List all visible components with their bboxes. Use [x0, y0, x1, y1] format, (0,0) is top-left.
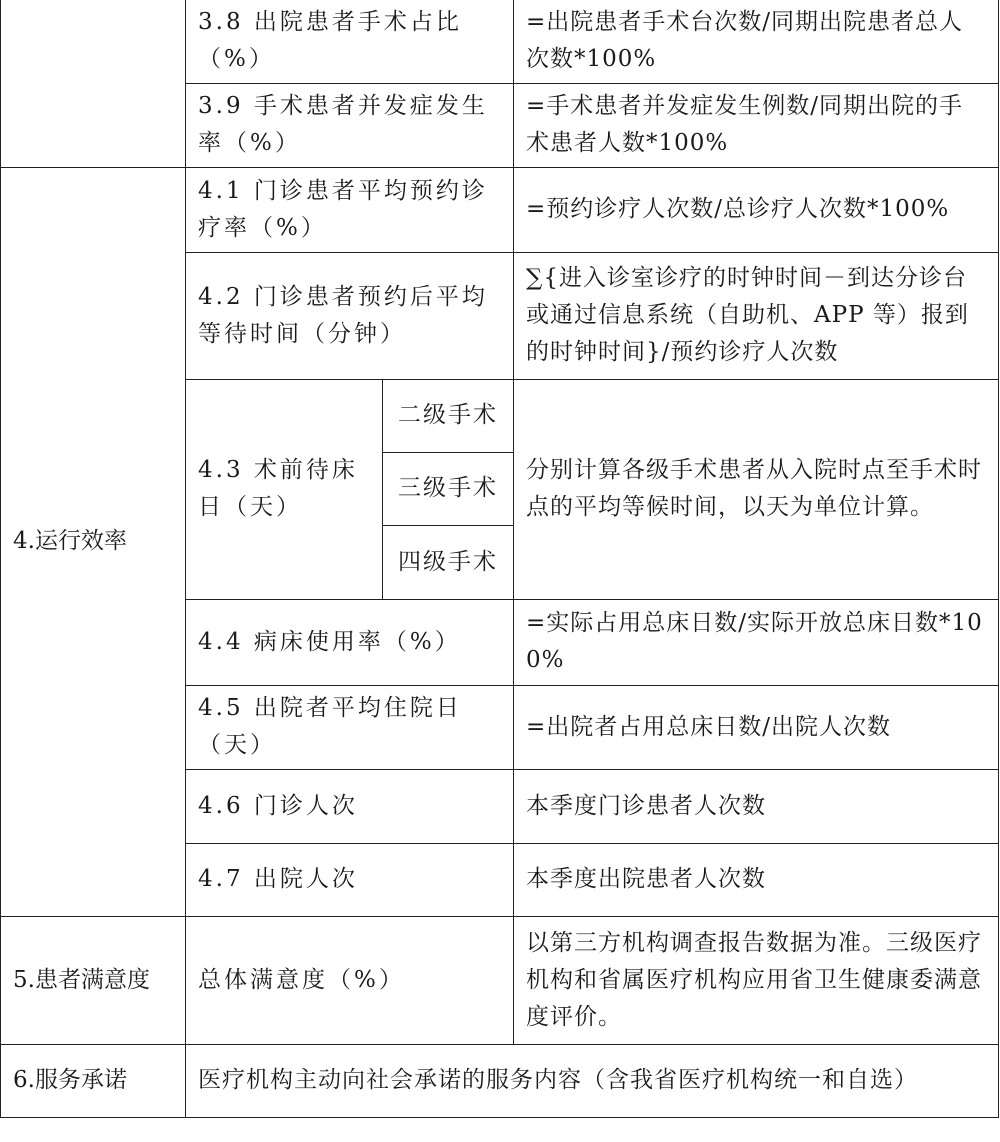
indicator-4-2: 4.2 门诊患者预约后平均等待时间（分钟）: [186, 252, 514, 379]
surgery-level-2: 二级手术: [383, 379, 514, 452]
indicator-5-overall-satisfaction: 总体满意度（%）: [186, 916, 514, 1044]
definition-4-5: =出院者占用总床日数/出院人次数: [514, 685, 999, 769]
definition-6: 医疗机构主动向社会承诺的服务内容（含我省医疗机构统一和自选）: [186, 1044, 999, 1117]
definition-3-8: =出院患者手术台次数/同期出院患者总人次数*100%: [514, 0, 999, 83]
surgery-level-4: 四级手术: [383, 525, 514, 599]
indicator-4-6: 4.6 门诊人次: [186, 769, 514, 843]
table-row: [1, 167, 999, 252]
definition-4-6: 本季度门诊患者人次数: [514, 769, 999, 843]
surgery-level-3: 三级手术: [383, 452, 514, 525]
category-5-patient-satisfaction: 5.患者满意度: [1, 916, 186, 1044]
definition-3-9: =手术患者并发症发生例数/同期出院的手术患者人数*100%: [514, 83, 999, 167]
indicator-4-3: 4.3 术前待床日（天）: [186, 379, 383, 599]
category-cell-3-continued: [1, 0, 186, 167]
category-6-service-commitment: 6.服务承诺: [1, 1044, 186, 1117]
definition-5: 以第三方机构调查报告数据为准。三级医疗机构和省属医疗机构应用省卫生健康委满意度评价。: [514, 916, 999, 1044]
indicator-4-7: 4.7 出院人次: [186, 843, 514, 916]
table-row: [1, 916, 999, 1044]
definition-4-7: 本季度出院患者人次数: [514, 843, 999, 916]
indicator-4-5: 4.5 出院者平均住院日（天）: [186, 685, 514, 769]
indicator-3-9: 3.9 手术患者并发症发生率（%）: [186, 83, 514, 167]
category-4-operational-efficiency: 4.运行效率: [1, 167, 186, 916]
table-row: [1, 0, 999, 83]
definition-4-4: =实际占用总床日数/实际开放总床日数*100%: [514, 599, 999, 685]
definition-4-1: =预约诊疗人次数/总诊疗人次数*100%: [514, 167, 999, 252]
indicator-4-1: 4.1 门诊患者平均预约诊疗率（%）: [186, 167, 514, 252]
table-row: [1, 1044, 999, 1117]
definition-4-3: 分别计算各级手术患者从入院时点至手术时点的平均等候时间，以天为单位计算。: [514, 379, 999, 599]
indicator-4-4: 4.4 病床使用率（%）: [186, 599, 514, 685]
indicator-3-8: 3.8 出院患者手术占比（%）: [186, 0, 514, 83]
definition-4-2: ∑{进入诊室诊疗的时钟时间－到达分诊台或通过信息系统（自助机、APP 等）报到的时钟时间}/预约诊疗人次数: [514, 252, 999, 379]
